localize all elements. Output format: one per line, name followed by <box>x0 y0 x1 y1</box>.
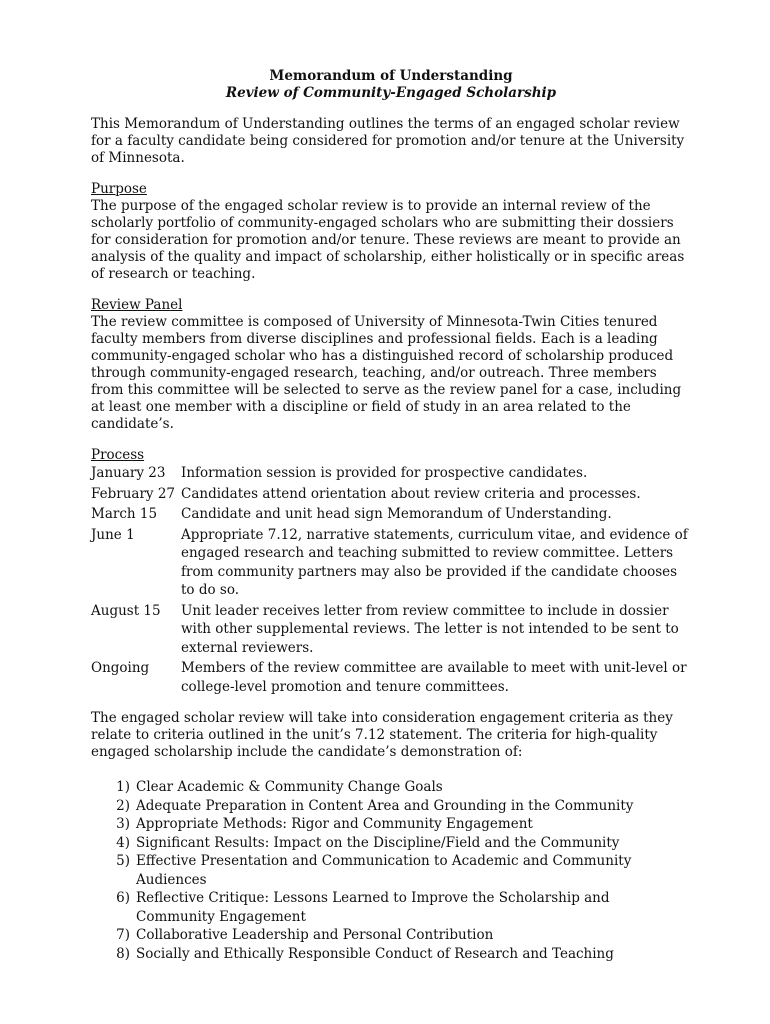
document-content <box>91 68 691 963</box>
criteria-item <box>91 778 691 797</box>
document-subtitle: Review of Community-Engaged Scholarship <box>225 85 557 101</box>
criteria-item <box>91 797 691 816</box>
purpose-section <box>91 181 691 283</box>
criteria-number: 3) <box>116 816 130 832</box>
criteria-text: Significant Results: Impact on the Discipline/Field and the Community <box>136 834 620 851</box>
document-title: Memorandum of Understanding <box>269 68 513 84</box>
intro-paragraph: This Memorandum of Understanding outlines the terms of an engaged scholar review for a faculty candidate being considered for promotion and/or tenure at the University of Minnesota. <box>91 116 685 166</box>
process-description: Unit leader receives letter from review committee to include in dossier with other supplemental reviews. The letter is not intended to be sent to external reviewers. <box>181 602 679 656</box>
criteria-number: 4) <box>116 834 130 851</box>
process-description: Appropriate 7.12, narrative statements, curriculum vitae, and evidence of engaged research and teaching submitted to review committee. Letters from community partners may also be provided if the candidate chooses to do so. <box>181 526 688 598</box>
criteria-item <box>91 834 691 853</box>
process-date: January 23 <box>91 465 166 481</box>
criteria-list <box>91 778 691 963</box>
criteria-number: 5) <box>116 853 130 869</box>
criteria-number: 1) <box>116 779 130 795</box>
criteria-item <box>91 852 691 889</box>
purpose-body: The purpose of the engaged scholar review is to provide an internal review of the scholarly portfolio of community-engaged scholars who are submitting their dossiers for consideration for promotion and/or tenure. These reviews are meant to provide an analysis of the quality and impact of scholarship, either holistically or in specific areas of research or teaching. <box>91 198 685 282</box>
process-date: Ongoing <box>91 660 150 676</box>
process-date: June 1 <box>91 526 135 543</box>
criteria-number: 7) <box>116 927 130 943</box>
purpose-heading: Purpose <box>91 181 147 197</box>
criteria-number: 8) <box>116 945 130 962</box>
process-date: February 27 <box>91 485 176 502</box>
criteria-text: Appropriate Methods: Rigor and Community Engagement <box>136 816 533 832</box>
process-description: Information session is provided for prospective candidates. <box>181 465 588 481</box>
criteria-text: Effective Presentation and Communication to Academic and Community Audiences <box>136 853 632 888</box>
process-date: August 15 <box>91 602 161 619</box>
criteria-number: 2) <box>116 797 130 814</box>
process-section <box>91 447 691 696</box>
criteria-intro: The engaged scholar review will take into consideration engagement criteria as they relate to criteria outlined in the unit’s 7.12 statement. The criteria for high-quality engaged scholarship include the candidate’s demonstration of: <box>91 710 673 760</box>
process-description: Members of the review committee are available to meet with unit-level or college-level promotion and tenure committees. <box>181 660 687 695</box>
process-date: March 15 <box>91 506 158 522</box>
criteria-text: Reflective Critique: Lessons Learned to Improve the Scholarship and Community Engagement <box>136 890 610 925</box>
criteria-section <box>91 710 691 963</box>
process-heading: Process <box>91 447 145 463</box>
criteria-item <box>91 926 691 945</box>
process-description: Candidate and unit head sign Memorandum of Understanding. <box>181 506 612 522</box>
review-panel-heading: Review Panel <box>91 297 183 313</box>
criteria-text: Socially and Ethically Responsible Conduct of Research and Teaching <box>136 945 614 962</box>
review-panel-section <box>91 297 691 433</box>
process-description: Candidates attend orientation about review criteria and processes. <box>181 485 641 502</box>
criteria-text: Adequate Preparation in Content Area and Grounding in the Community <box>136 797 634 814</box>
criteria-item <box>91 945 691 964</box>
process-table <box>91 464 691 696</box>
criteria-text: Collaborative Leadership and Personal Contribution <box>136 927 494 943</box>
criteria-item <box>91 889 691 926</box>
criteria-item <box>91 815 691 834</box>
criteria-number: 6) <box>116 890 130 906</box>
review-panel-body: The review committee is composed of University of Minnesota-Twin Cities tenured faculty members from diverse disciplines and professional fields. Each is a leading community-engaged scholar who has a distinguished record of scholarship produced through community-engaged research, teaching, and/or outreach. Three members from this committee will be selected to serve as the review panel for a case, including at least one member with a discipline or field of study in an area related to the candidate’s. <box>91 314 682 432</box>
criteria-text: Clear Academic & Community Change Goals <box>136 779 443 795</box>
